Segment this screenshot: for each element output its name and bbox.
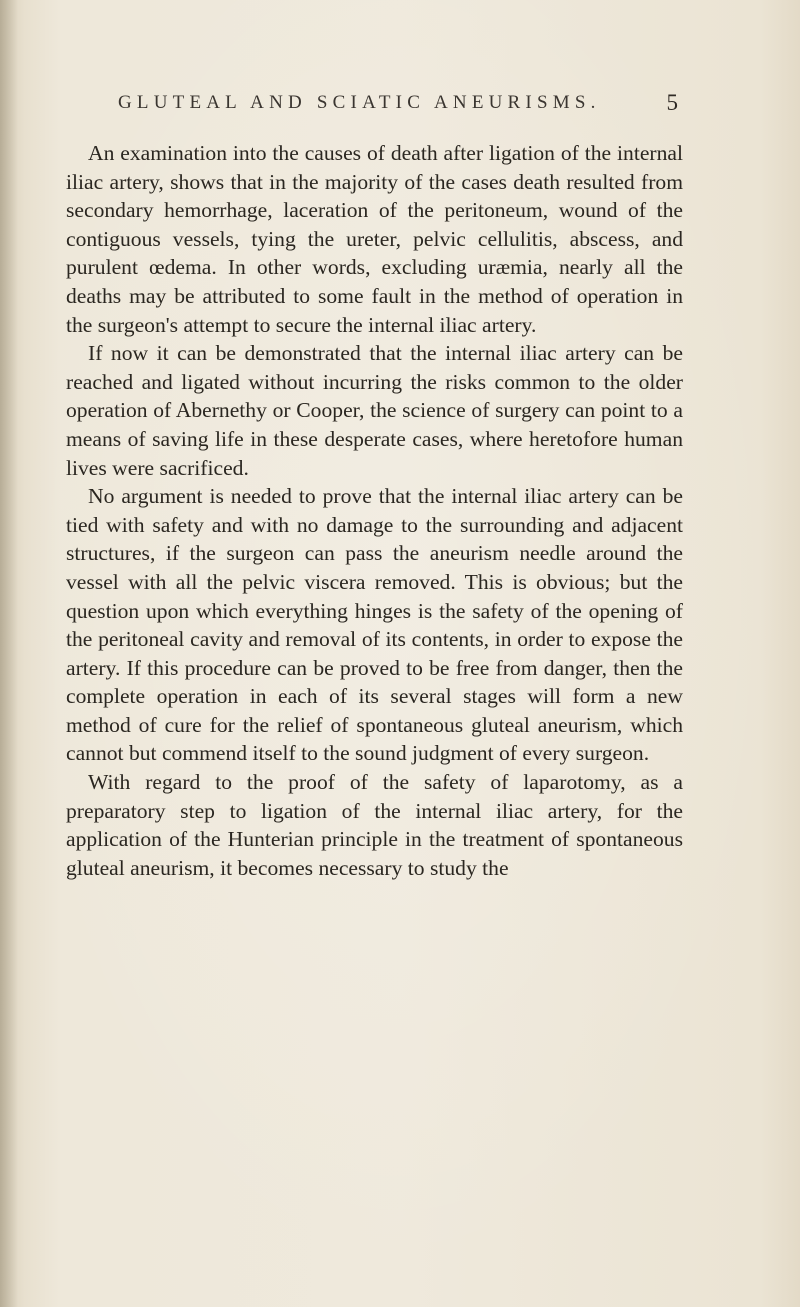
running-title: GLUTEAL AND SCIATIC ANEURISMS. [118, 92, 601, 113]
page-header [118, 92, 678, 122]
paragraph: No argument is needed to prove that the internal iliac artery can be tied with safety and with no damage to the surrounding and adjacent structures, if the surgeon can pass the aneurism needle around the vessel with all the pelvic viscera removed. This is obvious; but the question upon which everything hinges is the safety of the opening of the peritoneal cavity and removal of its contents, in order to expose the artery. If this procedure can be proved to be free from danger, then the complete operation in each of its several stages will form a new method of cure for the relief of spontaneous gluteal aneurism, which cannot but commend itself to the sound judgment of every surgeon. [66, 484, 683, 766]
page-number: 5 [666, 90, 678, 115]
body-text [66, 139, 683, 882]
paragraph: With regard to the proof of the safety of laparotomy, as a preparatory step to ligation of the internal iliac artery, for the application of the Hunterian principle in the treatment of spontaneous gluteal aneurism, it becomes necessary to study the [66, 770, 683, 880]
paragraph: An examination into the causes of death after ligation of the internal iliac artery, shows that in the majority of the cases death resulted from secondary hemorrhage, laceration of the peritoneum, wound of the contiguous vessels, tying the ureter, pelvic cellulitis, abscess, and purulent œdema. In other words, excluding uræmia, nearly all the deaths may be attributed to some fault in the method of operation in the surgeon's attempt to secure the internal iliac artery. [66, 141, 683, 337]
paragraph: If now it can be demonstrated that the internal iliac artery can be reached and ligated without incurring the risks common to the older operation of Abernethy or Cooper, the science of surgery can point to a means of saving life in these desperate cases, where heretofore human lives were sacrificed. [66, 341, 683, 480]
page-gutter-shadow [0, 0, 18, 1307]
